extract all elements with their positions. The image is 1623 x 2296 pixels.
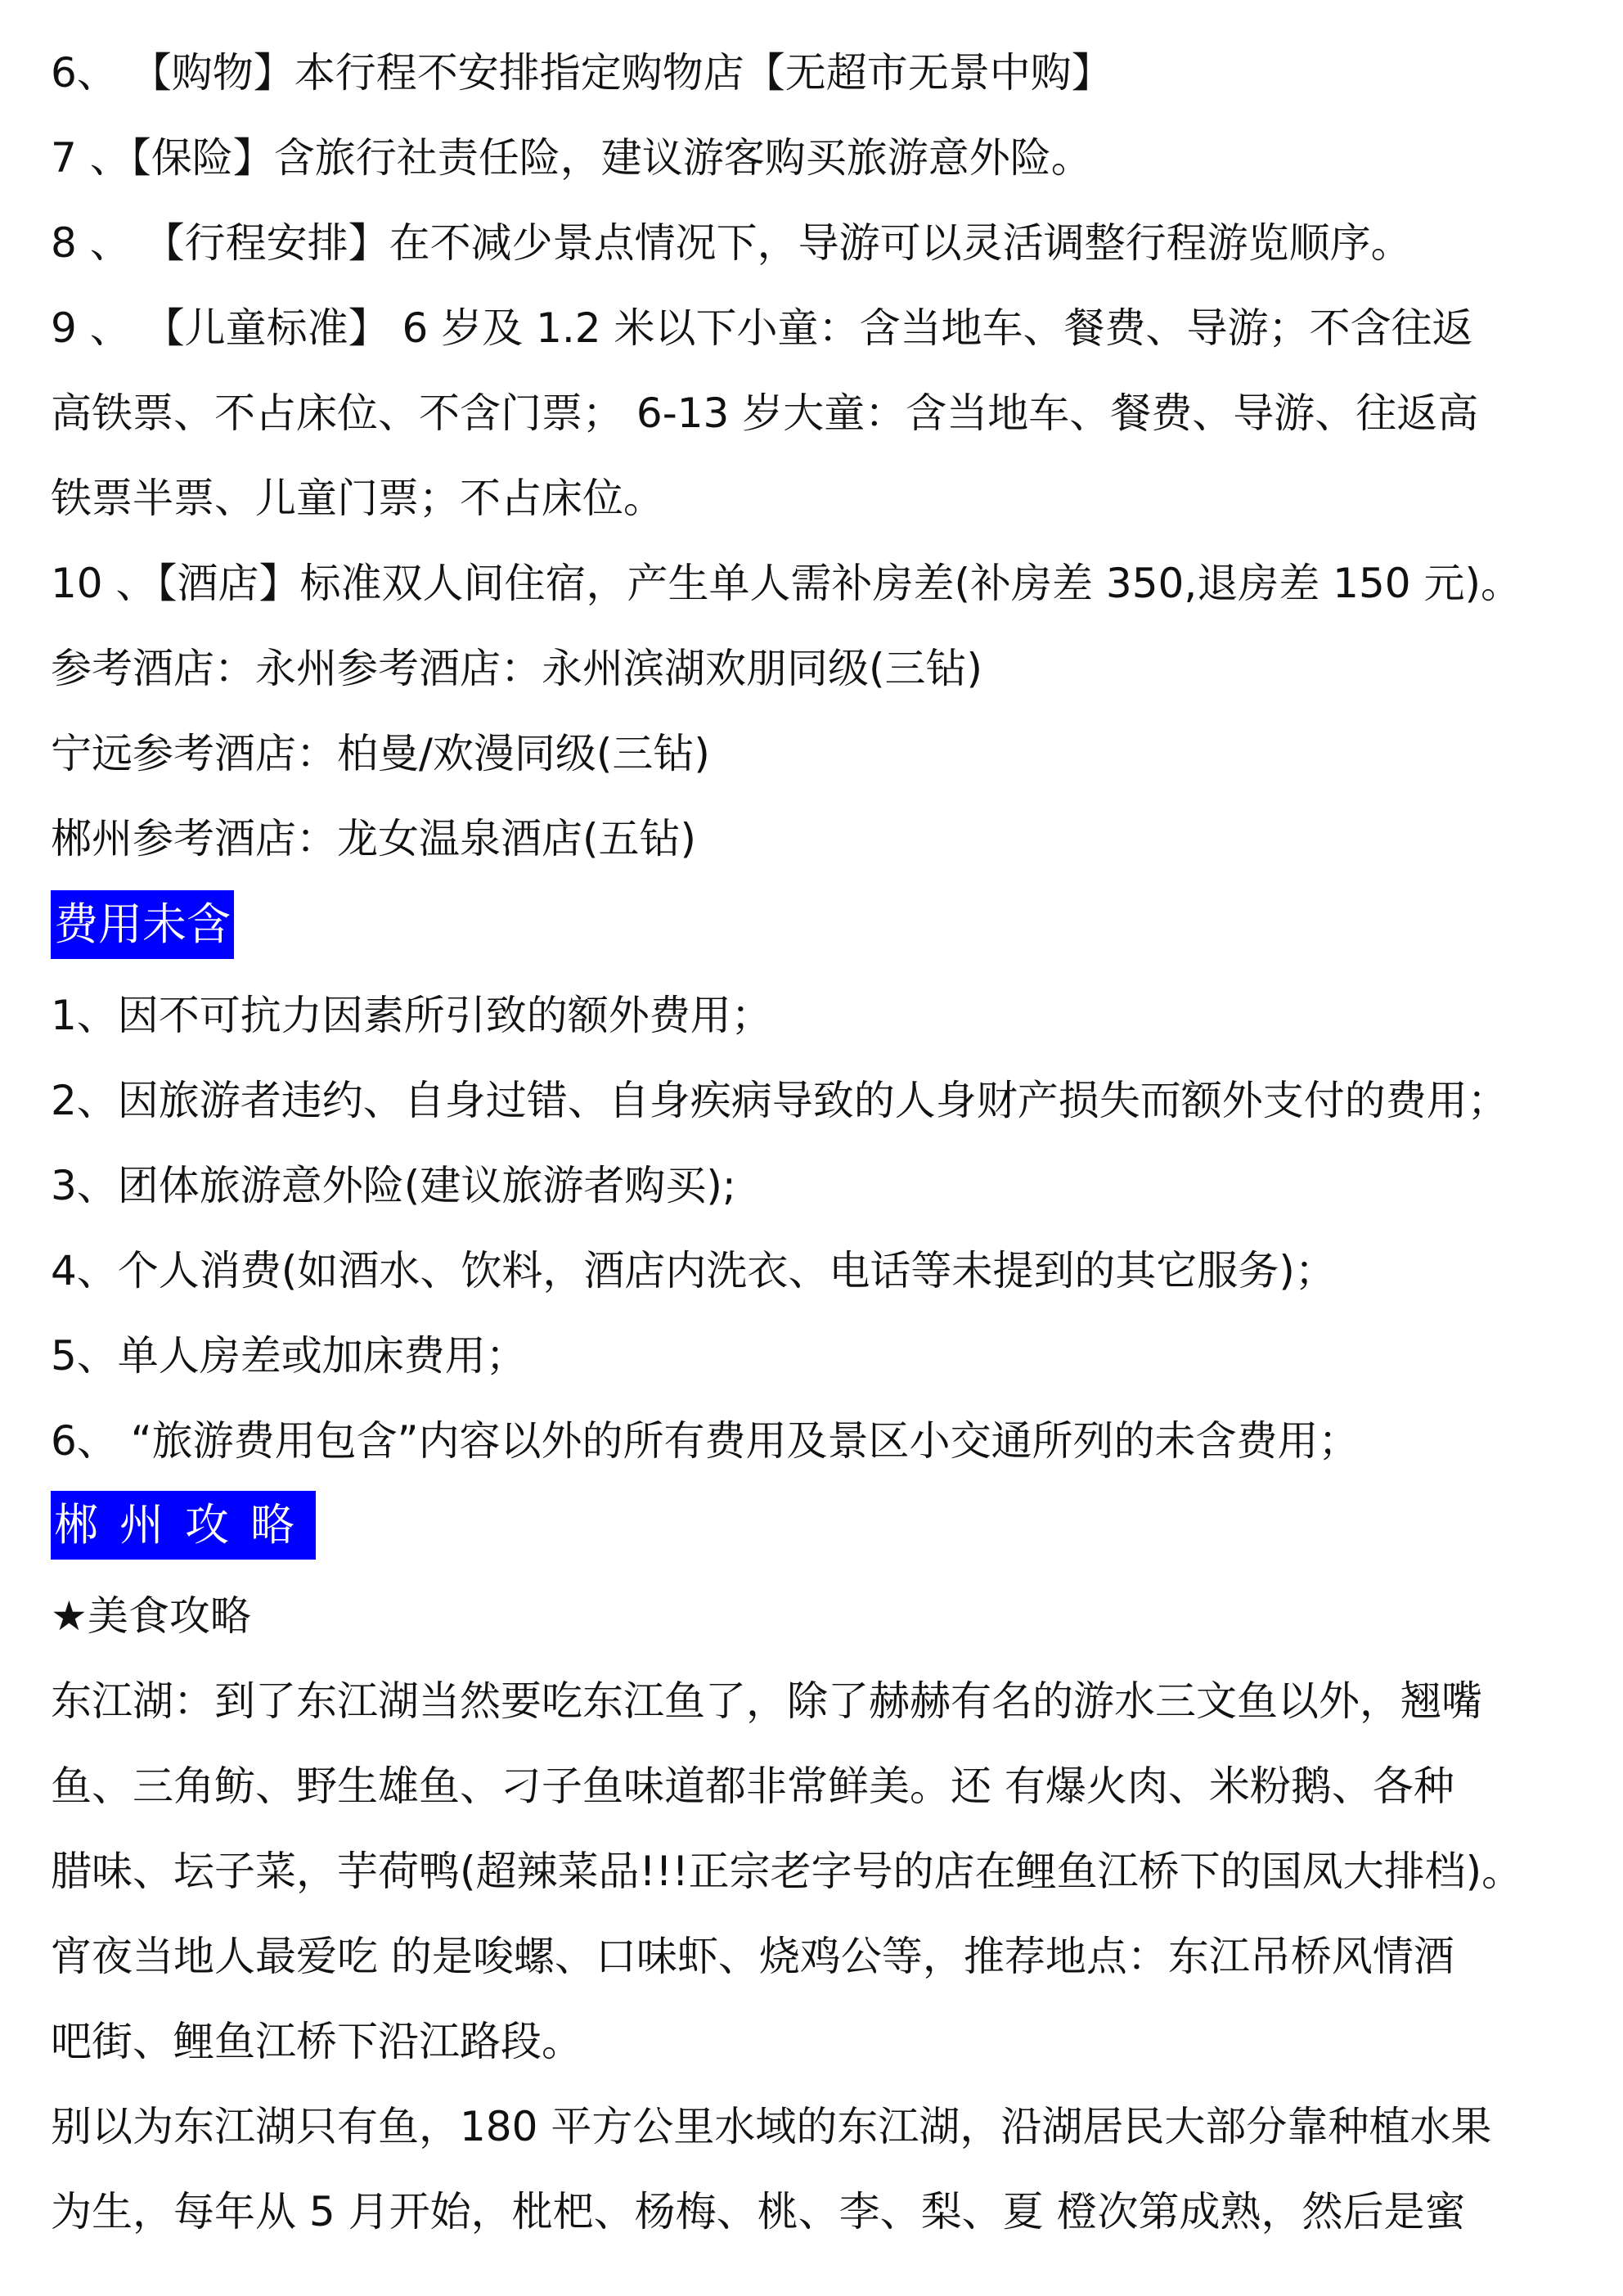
excluded-item-6: 6、 “旅游费用包含”内容以外的所有费用及景区小交通所列的未含费用； <box>51 1417 1360 1465</box>
text-line-shopping: 6、 【购物】本行程不安排指定购物店【无超市无景中购】 <box>51 49 1113 97</box>
text-line-children-2: 高铁票、不占床位、不含门票； 6-13 岁大童：含当地车、餐费、导游、往返高 <box>51 389 1479 437</box>
guide-line-4: 宵夜当地人最爱吃 的是唆螺、口味虾、烧鸡公等，推荐地点：东江吊桥风情酒 <box>51 1933 1454 1980</box>
text-line-hotel-ningyuan: 宁远参考酒店：柏曼/欢漫同级(三钻) <box>51 730 710 777</box>
text-line-hotel-chenzhou: 郴州参考酒店：龙女温泉酒店(五钻) <box>51 815 697 862</box>
text-line-hotel: 10 、【酒店】标准双人间住宿，产生单人需补房差(补房差 350,退房差 150 元)。 <box>51 560 1522 607</box>
text-line-children-1: 9 、 【儿童标准】 6 岁及 1.2 米以下小童：含当地车、餐费、导游；不含往返 <box>51 304 1473 352</box>
guide-line-6: 别以为东江湖只有鱼，180 平方公里水域的东江湖，沿湖居民大部分靠种植水果 <box>51 2103 1492 2150</box>
guide-line-3: 腊味、坛子菜，芋荷鸭(超辣菜品!!!正宗老字号的店在鲤鱼江桥下的国凤大排档)。 <box>51 1848 1523 1895</box>
excluded-item-4: 4、个人消费(如酒水、饮料，酒店内洗衣、电话等未提到的其它服务)； <box>51 1247 1336 1294</box>
guide-line-2: 鱼、三角鲂、野生雄鱼、刁子鱼味道都非常鲜美。还 有爆火肉、米粉鹅、各种 <box>51 1763 1454 1810</box>
guide-line-1: 东江湖：到了东江湖当然要吃东江鱼了，除了赫赫有名的游水三文鱼以外，翘嘴 <box>51 1677 1482 1725</box>
text-line-hotel-yongzhou: 参考酒店：永州参考酒店：永州滨湖欢朋同级(三钻) <box>51 645 983 692</box>
guide-line-5: 吧街、鲤鱼江桥下沿江路段。 <box>51 2018 582 2065</box>
guide-line-7: 为生，每年从 5 月开始，枇杷、杨梅、桃、李、梨、夏 橙次第成熟，然后是蜜 <box>51 2188 1466 2235</box>
section-heading-excluded-fees: 费用未含 <box>51 890 234 959</box>
excluded-item-5: 5、单人房差或加床费用； <box>51 1332 527 1380</box>
guide-subtitle-food: ★美食攻略 <box>51 1592 251 1640</box>
text-line-insurance: 7 、【保险】含旅行社责任险，建议游客购买旅游意外险。 <box>51 134 1092 182</box>
excluded-item-3: 3、团体旅游意外险(建议旅游者购买); <box>51 1162 736 1209</box>
text-line-itinerary: 8 、 【行程安排】在不减少景点情况下，导游可以灵活调整行程游览顺序。 <box>51 219 1412 267</box>
section-heading-chenzhou-guide: 郴州攻略 <box>51 1491 316 1560</box>
text-line-children-3: 铁票半票、儿童门票；不占床位。 <box>51 475 664 522</box>
excluded-item-2: 2、因旅游者违约、自身过错、自身疾病导致的人身财产损失而额外支付的费用； <box>51 1077 1508 1124</box>
excluded-item-1: 1、因不可抗力因素所引致的额外费用； <box>51 992 772 1039</box>
